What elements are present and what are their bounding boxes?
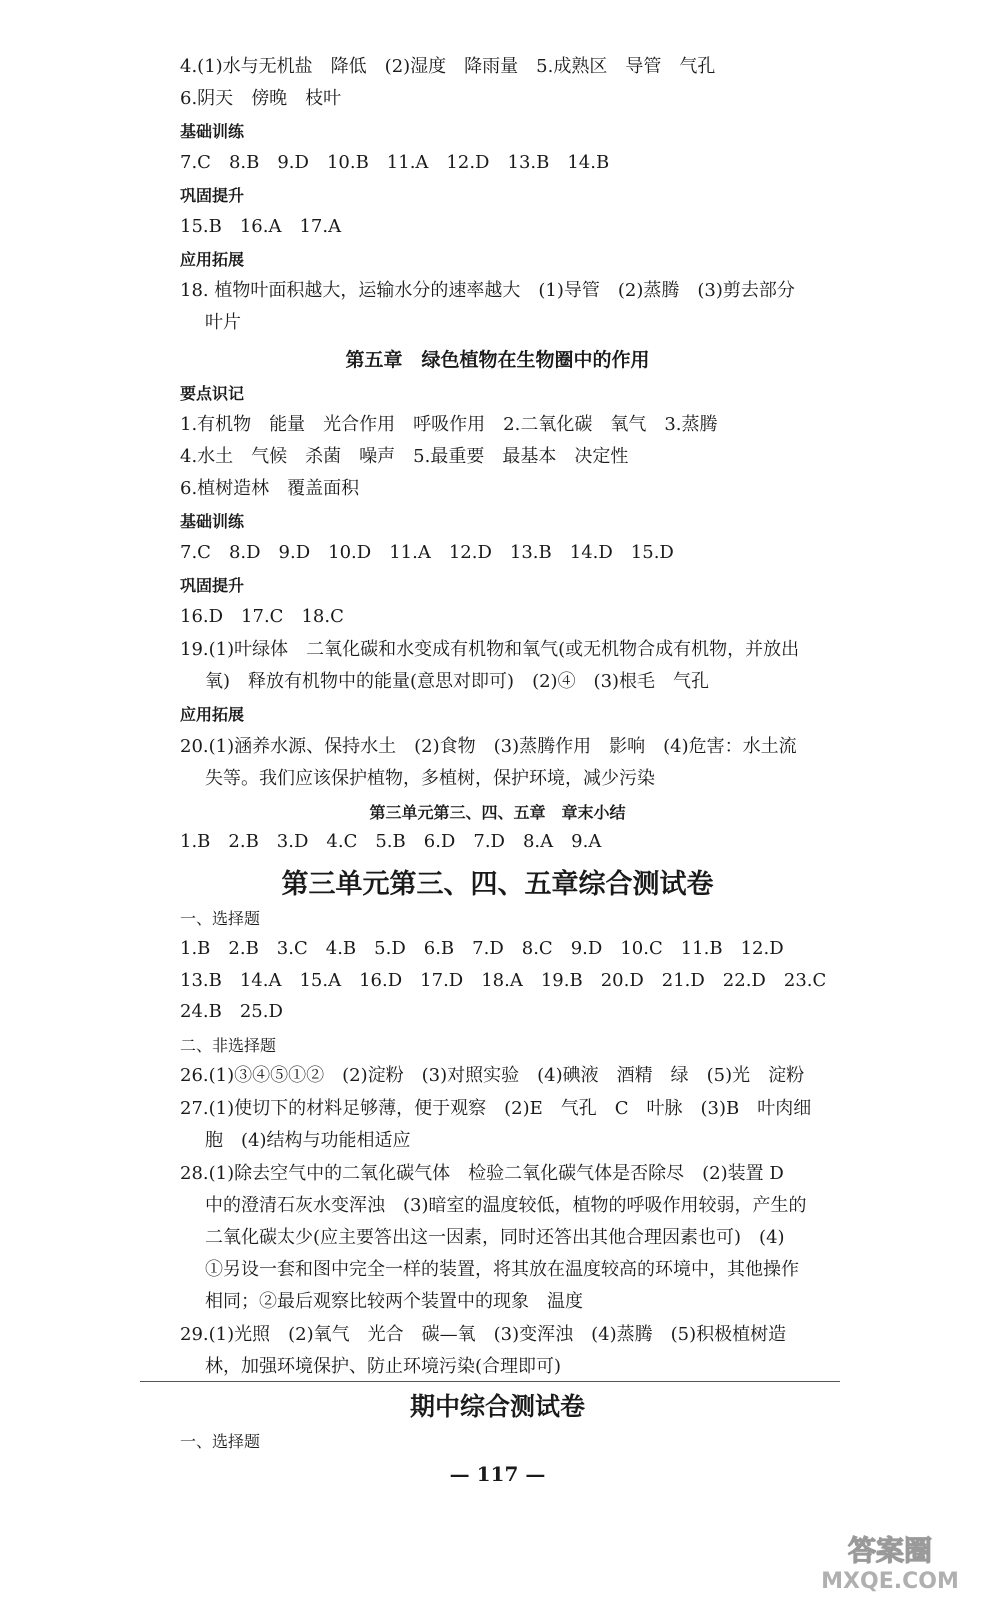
answer-line: 二氧化碳太少(应主要答出这一因素，同时还答出其他合理因素也可) (4) [205,1227,785,1248]
answer-line: 18. 植物叶面积越大，运输水分的速率越大 (1)导管 (2)蒸腾 (3)剪去部分 [180,280,795,301]
answer-line: 1.有机物 能量 光合作用 呼吸作用 2.二氧化碳 氧气 3.蒸腾 [180,414,718,435]
answer-line: 4.(1)水与无机盐 降低 (2)湿度 降雨量 5.成熟区 导管 气孔 [180,56,716,77]
section-label: 应用拓展 [180,250,245,269]
divider [140,1381,840,1382]
answer-line: 26.(1)③④⑤①② (2)淀粉 (3)对照实验 (4)碘液 酒精 绿 (5)光 淀粉 [180,1065,805,1086]
answer-line: 林，加强环境保护、防止环境污染(合理即可) [205,1356,562,1377]
answer-line: 7.C 8.B 9.D 10.B 11.A 12.D 13.B 14.B [180,152,610,173]
section-label: 要点识记 [180,384,245,403]
section-heading: 第三单元第三、四、五章 章末小结 [369,803,626,822]
answer-line: 1.B 2.B 3.D 4.C 5.B 6.D 7.D 8.A 9.A [180,831,602,852]
test-title: 第三单元第三、四、五章综合测试卷 [281,869,714,900]
page-number: — 117 — [449,1462,546,1486]
answer-line: 胞 (4)结构与功能相适应 [205,1130,411,1151]
answer-line: 氧) 释放有机物中的能量(意思对即可) (2)④ (3)根毛 气孔 [205,671,710,692]
answer-line: 27.(1)使切下的材料足够薄，便于观察 (2)E 气孔 C 叶脉 (3)B 叶肉细 [180,1098,812,1119]
chapter-title: 第五章 绿色植物在生物圈中的作用 [345,349,650,371]
answer-line: 7.C 8.D 9.D 10.D 11.A 12.D 13.B 14.D 15.D [180,542,674,563]
answer-line: 16.D 17.C 18.C [180,606,344,627]
test-title: 期中综合测试卷 [409,1392,585,1421]
section-label: 应用拓展 [180,705,245,724]
answer-line: 24.B 25.D [180,1001,283,1022]
answer-line: 叶片 [205,312,241,333]
answer-line: 相同；②最后观察比较两个装置中的现象 温度 [205,1291,583,1312]
answer-line: 4.水土 气候 杀菌 噪声 5.最重要 最基本 决定性 [180,446,629,467]
answer-line: 6.阴天 傍晚 枝叶 [180,88,342,109]
answer-line: 6.植树造林 覆盖面积 [180,478,360,499]
answer-line: ①另设一套和图中完全一样的装置，将其放在温度较高的环境中，其他操作 [205,1259,799,1280]
section-label: 一、选择题 [180,909,261,928]
section-label: 巩固提升 [180,186,245,205]
answer-line: 1.B 2.B 3.C 4.B 5.D 6.B 7.D 8.C 9.D 10.C 11.B 12.D [180,938,784,959]
section-label: 二、非选择题 [180,1036,277,1055]
svg-text:答案圈: 答案圈 [847,1534,933,1567]
answer-line: 失等。我们应该保护植物，多植树，保护环境，减少污染 [205,768,655,789]
section-label: 一、选择题 [180,1432,261,1451]
answer-line: 28.(1)除去空气中的二氧化碳气体 检验二氧化碳气体是否除尽 (2)装置 D [180,1163,784,1184]
answer-line: 20.(1)涵养水源、保持水土 (2)食物 (3)蒸腾作用 影响 (4)危害：水土流 [180,736,797,757]
answer-line: 中的澄清石灰水变浑浊 (3)暗室的温度较低，植物的呼吸作用较弱，产生的 [205,1195,807,1216]
watermark-logo [800,1530,980,1595]
answer-line: 19.(1)叶绿体 二氧化碳和水变成有机物和氧气(或无机物合成有机物，并放出 [180,639,800,660]
answer-line: 29.(1)光照 (2)氧气 光合 碳—氧 (3)变浑浊 (4)蒸腾 (5)积极植树造 [180,1324,787,1345]
section-label: 巩固提升 [180,576,245,595]
section-label: 基础训练 [180,512,245,531]
svg-text:MXQE.COM: MXQE.COM [821,1569,959,1594]
section-label: 基础训练 [180,122,245,141]
answer-line: 13.B 14.A 15.A 16.D 17.D 18.A 19.B 20.D 21.D 22.D 23.C [180,970,827,991]
answer-line: 15.B 16.A 17.A [180,216,342,237]
